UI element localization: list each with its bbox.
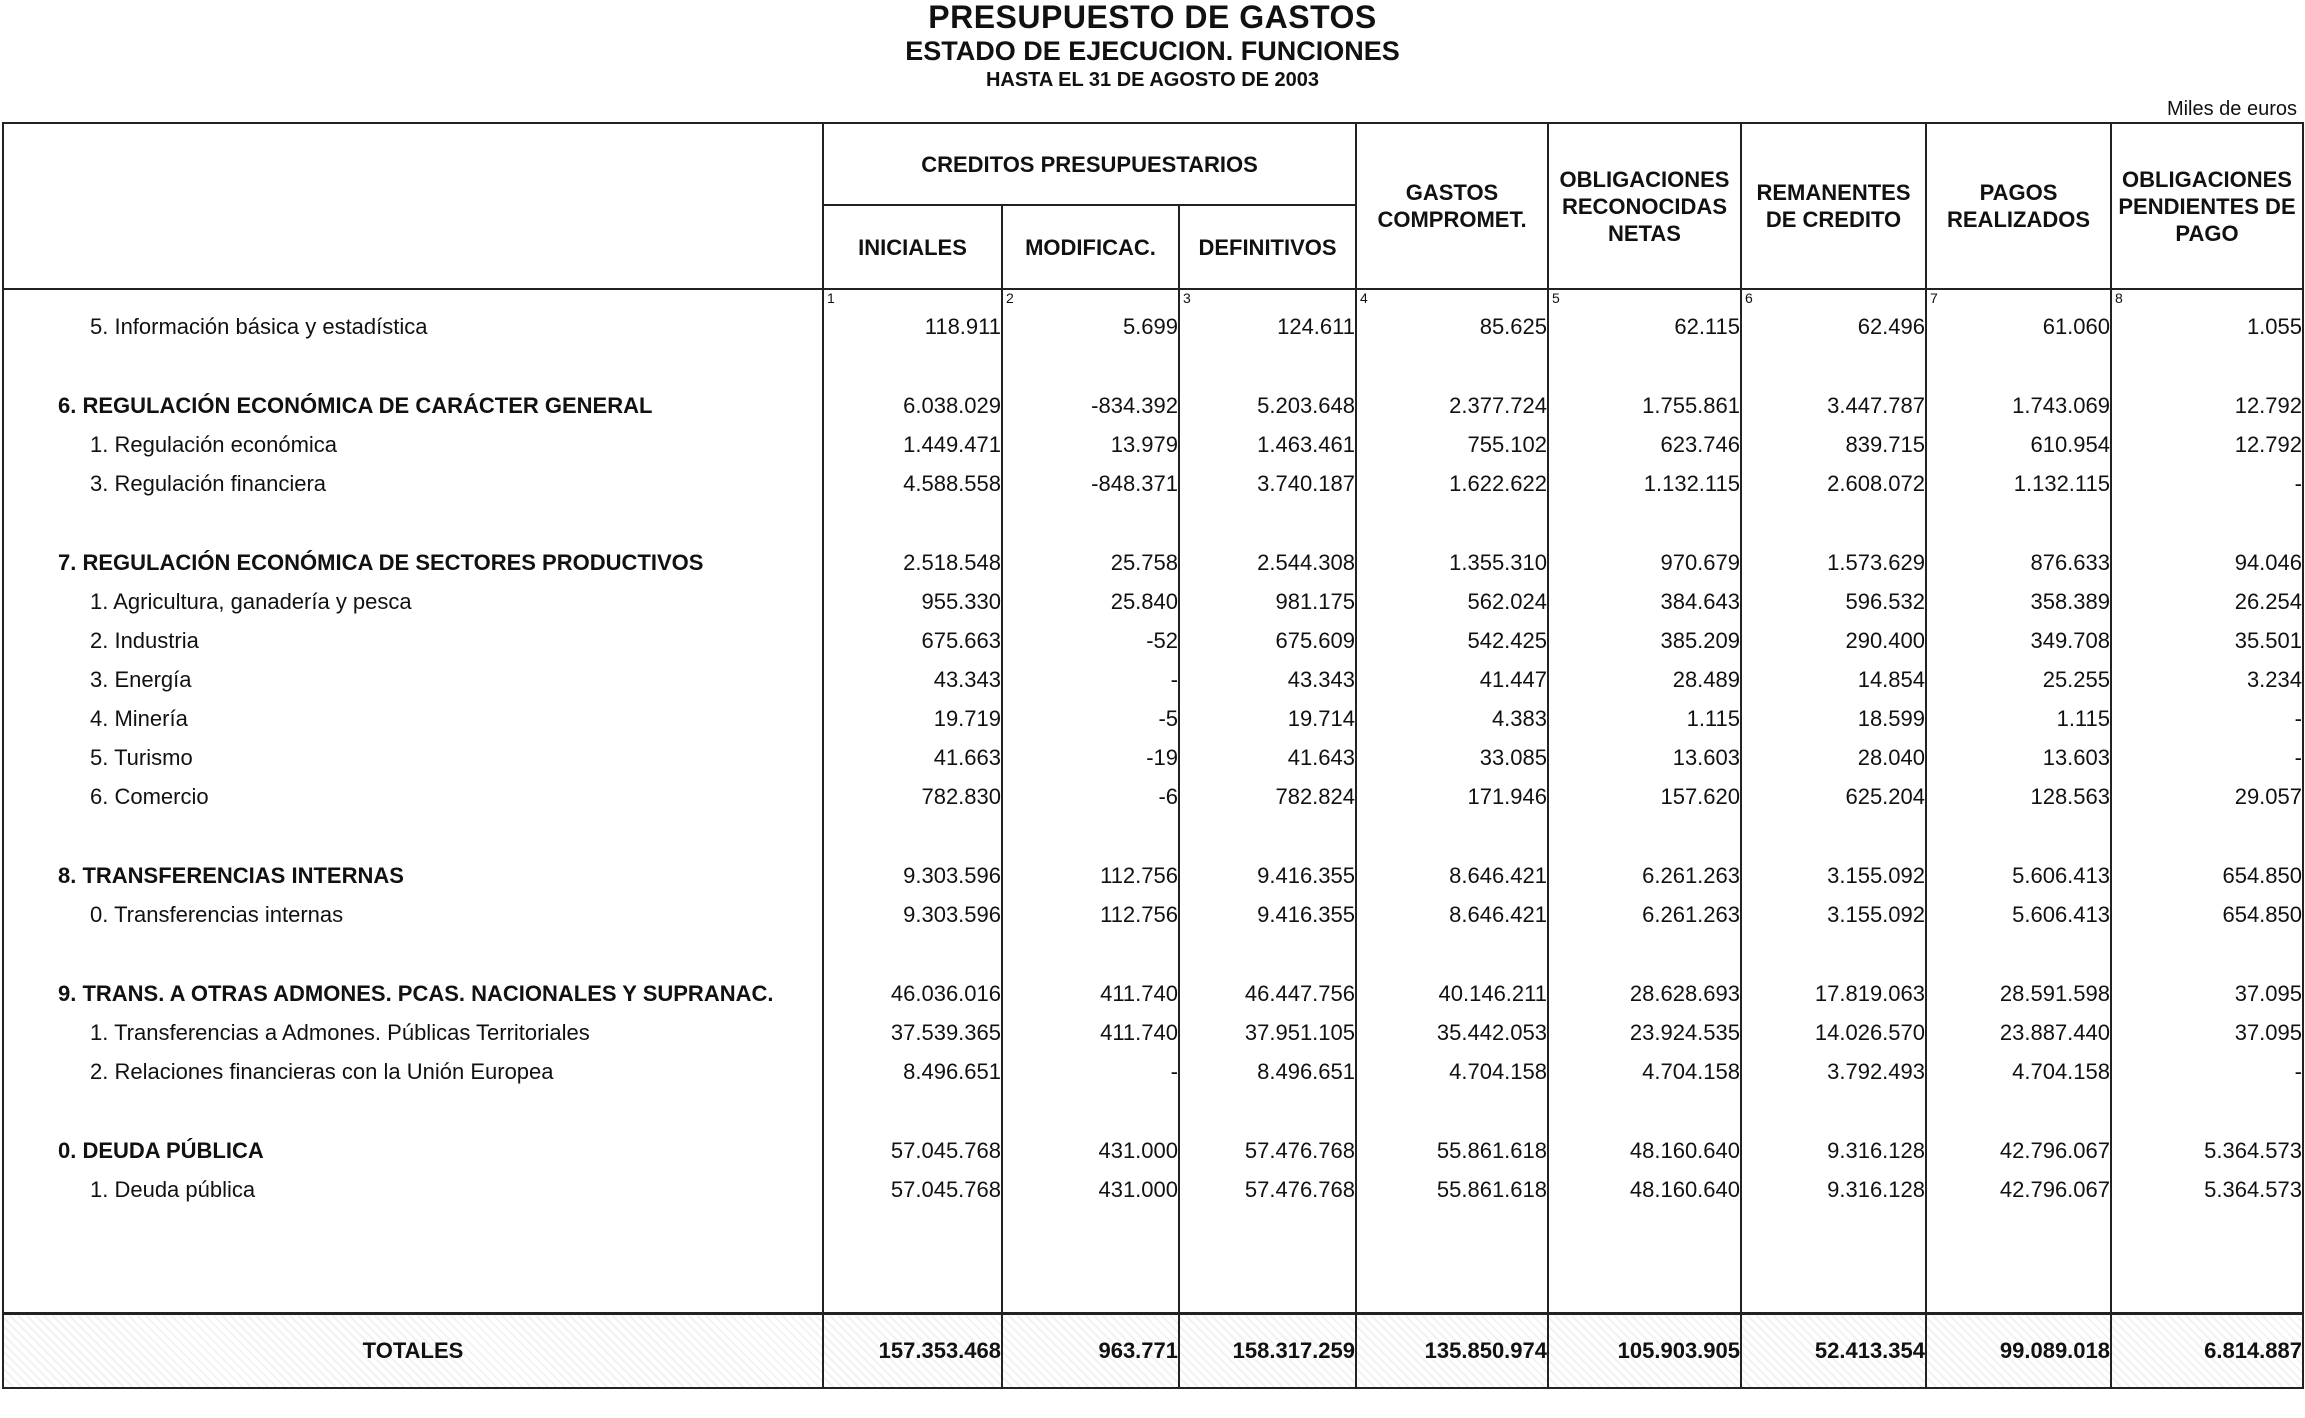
value-cell: 839.715 <box>1741 432 1926 471</box>
filler-cell <box>1548 1216 1741 1314</box>
value-cell: 3.792.493 <box>1741 1059 1926 1098</box>
value-cell: 1.743.069 <box>1926 393 2111 432</box>
index-blank <box>3 289 823 314</box>
column-index: 7 <box>1926 289 2111 314</box>
subfunction-label: 5. Turismo <box>3 745 823 784</box>
value-cell: 12.792 <box>2111 432 2303 471</box>
spacer-cell <box>1179 823 1356 863</box>
value-cell: 85.625 <box>1356 314 1548 353</box>
function-label: 0. DEUDA PÚBLICA <box>3 1138 823 1177</box>
spacer-cell <box>3 1098 823 1138</box>
spacer-row <box>3 823 2303 863</box>
subfunction-label: 1. Agricultura, ganadería y pesca <box>3 589 823 628</box>
value-cell: 55.861.618 <box>1356 1138 1548 1177</box>
value-cell: 358.389 <box>1926 589 2111 628</box>
value-cell: -19 <box>1002 745 1179 784</box>
units-label: Miles de euros <box>2166 98 2297 120</box>
spacer-cell <box>1926 823 2111 863</box>
column-index-row <box>3 289 2303 314</box>
value-cell: 94.046 <box>2111 550 2303 589</box>
value-cell: 13.979 <box>1002 432 1179 471</box>
report-subtitle: ESTADO DE EJECUCION. FUNCIONES <box>905 36 1400 66</box>
spacer-cell <box>3 823 823 863</box>
value-cell: 29.057 <box>2111 784 2303 823</box>
table-row <box>3 784 2303 823</box>
spacer-cell <box>1741 510 1926 550</box>
value-cell: 57.476.768 <box>1179 1138 1356 1177</box>
spacer-cell <box>1926 1098 2111 1138</box>
value-cell: 2.608.072 <box>1741 471 1926 510</box>
table-row <box>3 628 2303 667</box>
value-cell: 9.303.596 <box>823 863 1002 902</box>
value-cell: 1.132.115 <box>1926 471 2111 510</box>
value-cell: - <box>1002 667 1179 706</box>
value-cell: 41.643 <box>1179 745 1356 784</box>
value-cell: 43.343 <box>1179 667 1356 706</box>
table-row <box>3 745 2303 784</box>
spacer-cell <box>3 353 823 393</box>
header-pendientes: OBLIGACIONES PENDIENTES DE PAGO <box>2111 123 2303 289</box>
spacer-cell <box>1002 1098 1179 1138</box>
value-cell: 35.501 <box>2111 628 2303 667</box>
table-row <box>3 667 2303 706</box>
spacer-cell <box>1179 353 1356 393</box>
value-cell: 290.400 <box>1741 628 1926 667</box>
header-modificac: MODIFICAC. <box>1002 205 1179 289</box>
filler-cell <box>1002 1216 1179 1314</box>
value-cell: - <box>2111 1059 2303 1098</box>
value-cell: - <box>2111 706 2303 745</box>
budget-table <box>2 122 2304 1389</box>
spacer-cell <box>1548 823 1741 863</box>
value-cell: 1.355.310 <box>1356 550 1548 589</box>
spacer-cell <box>1002 941 1179 981</box>
value-cell: 411.740 <box>1002 981 1179 1020</box>
table-row <box>3 902 2303 941</box>
total-value-cell: 99.089.018 <box>1926 1314 2111 1389</box>
spacer-cell <box>1356 510 1548 550</box>
value-cell: 33.085 <box>1356 745 1548 784</box>
header-obligaciones: OBLIGACIONES RECONOCIDAS NETAS <box>1548 123 1741 289</box>
table-row <box>3 863 2303 902</box>
value-cell: 14.854 <box>1741 667 1926 706</box>
value-cell: 37.095 <box>2111 981 2303 1020</box>
function-label: 6. REGULACIÓN ECONÓMICA DE CARÁCTER GENERAL <box>3 393 823 432</box>
value-cell: 13.603 <box>1926 745 2111 784</box>
spacer-row <box>3 941 2303 981</box>
filler-cell <box>823 1216 1002 1314</box>
value-cell: 48.160.640 <box>1548 1177 1741 1216</box>
value-cell: 3.740.187 <box>1179 471 1356 510</box>
value-cell: 13.603 <box>1548 745 1741 784</box>
value-cell: 28.591.598 <box>1926 981 2111 1020</box>
table-row <box>3 314 2303 353</box>
header-concept <box>3 123 823 289</box>
subfunction-label: 3. Energía <box>3 667 823 706</box>
value-cell: 25.255 <box>1926 667 2111 706</box>
spacer-cell <box>2111 353 2303 393</box>
value-cell: 5.606.413 <box>1926 863 2111 902</box>
value-cell: 37.539.365 <box>823 1020 1002 1059</box>
value-cell: 981.175 <box>1179 589 1356 628</box>
value-cell: 4.383 <box>1356 706 1548 745</box>
value-cell: 431.000 <box>1002 1138 1179 1177</box>
spacer-row <box>3 1098 2303 1138</box>
value-cell: 14.026.570 <box>1741 1020 1926 1059</box>
value-cell: 3.234 <box>2111 667 2303 706</box>
value-cell: 28.628.693 <box>1548 981 1741 1020</box>
value-cell: 41.663 <box>823 745 1002 784</box>
spacer-cell <box>2111 1098 2303 1138</box>
value-cell: 118.911 <box>823 314 1002 353</box>
spacer-cell <box>1548 941 1741 981</box>
value-cell: 43.343 <box>823 667 1002 706</box>
value-cell: 41.447 <box>1356 667 1548 706</box>
spacer-cell <box>823 1098 1002 1138</box>
table-row <box>3 1138 2303 1177</box>
subfunction-label: 4. Minería <box>3 706 823 745</box>
value-cell: 349.708 <box>1926 628 2111 667</box>
total-value-cell: 158.317.259 <box>1179 1314 1356 1389</box>
spacer-cell <box>2111 941 2303 981</box>
value-cell: -834.392 <box>1002 393 1179 432</box>
spacer-cell <box>1356 353 1548 393</box>
value-cell: 1.449.471 <box>823 432 1002 471</box>
table-row <box>3 432 2303 471</box>
filler-row <box>3 1216 2303 1314</box>
total-value-cell: 6.814.887 <box>2111 1314 2303 1389</box>
column-index: 1 <box>823 289 1002 314</box>
value-cell: 610.954 <box>1926 432 2111 471</box>
subfunction-label: 3. Regulación financiera <box>3 471 823 510</box>
value-cell: 17.819.063 <box>1741 981 1926 1020</box>
spacer-cell <box>1741 941 1926 981</box>
subfunction-label: 1. Transferencias a Admones. Públicas Territoriales <box>3 1020 823 1059</box>
value-cell: 1.055 <box>2111 314 2303 353</box>
value-cell: 124.611 <box>1179 314 1356 353</box>
subfunction-label: 2. Industria <box>3 628 823 667</box>
spacer-cell <box>1741 353 1926 393</box>
total-value-cell: 963.771 <box>1002 1314 1179 1389</box>
value-cell: 876.633 <box>1926 550 2111 589</box>
value-cell: 782.830 <box>823 784 1002 823</box>
value-cell: 2.544.308 <box>1179 550 1356 589</box>
filler-cell <box>2111 1216 2303 1314</box>
value-cell: 1.755.861 <box>1548 393 1741 432</box>
filler-cell <box>1179 1216 1356 1314</box>
value-cell: 42.796.067 <box>1926 1138 2111 1177</box>
value-cell: 48.160.640 <box>1548 1138 1741 1177</box>
spacer-cell <box>823 353 1002 393</box>
header-definitivos: DEFINITIVOS <box>1179 205 1356 289</box>
value-cell: 1.463.461 <box>1179 432 1356 471</box>
value-cell: 385.209 <box>1548 628 1741 667</box>
value-cell: 62.496 <box>1741 314 1926 353</box>
table-row <box>3 589 2303 628</box>
subfunction-label: 0. Transferencias internas <box>3 902 823 941</box>
value-cell: 57.476.768 <box>1179 1177 1356 1216</box>
table-row <box>3 981 2303 1020</box>
value-cell: 46.036.016 <box>823 981 1002 1020</box>
value-cell: 25.840 <box>1002 589 1179 628</box>
value-cell: - <box>1002 1059 1179 1098</box>
spacer-cell <box>1179 1098 1356 1138</box>
value-cell: 4.704.158 <box>1548 1059 1741 1098</box>
value-cell: 596.532 <box>1741 589 1926 628</box>
spacer-cell <box>1548 353 1741 393</box>
spacer-cell <box>1002 353 1179 393</box>
value-cell: 19.719 <box>823 706 1002 745</box>
subfunction-label: 6. Comercio <box>3 784 823 823</box>
value-cell: 3.155.092 <box>1741 902 1926 941</box>
filler-cell <box>1926 1216 2111 1314</box>
header-pagos: PAGOS REALIZADOS <box>1926 123 2111 289</box>
total-value-cell: 52.413.354 <box>1741 1314 1926 1389</box>
header-remanentes: REMANENTES DE CREDITO <box>1741 123 1926 289</box>
value-cell: 55.861.618 <box>1356 1177 1548 1216</box>
column-index: 5 <box>1548 289 1741 314</box>
value-cell: -6 <box>1002 784 1179 823</box>
report-date: HASTA EL 31 DE AGOSTO DE 2003 <box>985 69 1320 91</box>
value-cell: 46.447.756 <box>1179 981 1356 1020</box>
value-cell: 23.924.535 <box>1548 1020 1741 1059</box>
report-title: PRESUPUESTO DE GASTOS <box>928 0 1377 35</box>
table-row <box>3 550 2303 589</box>
value-cell: 40.146.211 <box>1356 981 1548 1020</box>
value-cell: 625.204 <box>1741 784 1926 823</box>
value-cell: 654.850 <box>2111 902 2303 941</box>
value-cell: 37.951.105 <box>1179 1020 1356 1059</box>
value-cell: 4.704.158 <box>1926 1059 2111 1098</box>
subfunction-label: 2. Relaciones financieras con la Unión Europea <box>3 1059 823 1098</box>
spacer-cell <box>823 510 1002 550</box>
filler-cell <box>3 1216 823 1314</box>
value-cell: 9.316.128 <box>1741 1177 1926 1216</box>
value-cell: 42.796.067 <box>1926 1177 2111 1216</box>
value-cell: 5.203.648 <box>1179 393 1356 432</box>
value-cell: 28.489 <box>1548 667 1741 706</box>
total-value-cell: 135.850.974 <box>1356 1314 1548 1389</box>
value-cell: 9.316.128 <box>1741 1138 1926 1177</box>
spacer-cell <box>1356 941 1548 981</box>
spacer-cell <box>1926 941 2111 981</box>
table-row <box>3 393 2303 432</box>
function-label: 9. TRANS. A OTRAS ADMONES. PCAS. NACIONALES Y SUPRANAC. <box>3 981 823 1020</box>
value-cell: 37.095 <box>2111 1020 2303 1059</box>
column-index: 8 <box>2111 289 2303 314</box>
filler-cell <box>1356 1216 1548 1314</box>
value-cell: 562.024 <box>1356 589 1548 628</box>
value-cell: 9.416.355 <box>1179 863 1356 902</box>
value-cell: 62.115 <box>1548 314 1741 353</box>
value-cell: - <box>2111 471 2303 510</box>
header-iniciales: INICIALES <box>823 205 1002 289</box>
spacer-cell <box>1356 1098 1548 1138</box>
totals-row <box>3 1314 2303 1389</box>
value-cell: 1.115 <box>1548 706 1741 745</box>
value-cell: 25.758 <box>1002 550 1179 589</box>
value-cell: -848.371 <box>1002 471 1179 510</box>
value-cell: 8.646.421 <box>1356 902 1548 941</box>
value-cell: 970.679 <box>1548 550 1741 589</box>
function-label: 7. REGULACIÓN ECONÓMICA DE SECTORES PRODUCTIVOS <box>3 550 823 589</box>
value-cell: 28.040 <box>1741 745 1926 784</box>
column-index: 3 <box>1179 289 1356 314</box>
subfunction-label: 1. Deuda pública <box>3 1177 823 1216</box>
value-cell: 384.643 <box>1548 589 1741 628</box>
table-body <box>3 289 2303 1388</box>
table-row <box>3 471 2303 510</box>
value-cell: 112.756 <box>1002 863 1179 902</box>
spacer-cell <box>1926 510 2111 550</box>
value-cell: 4.704.158 <box>1356 1059 1548 1098</box>
column-index: 2 <box>1002 289 1179 314</box>
value-cell: 23.887.440 <box>1926 1020 2111 1059</box>
function-label: 8. TRANSFERENCIAS INTERNAS <box>3 863 823 902</box>
total-value-cell: 105.903.905 <box>1548 1314 1741 1389</box>
value-cell: 782.824 <box>1179 784 1356 823</box>
table-row <box>3 706 2303 745</box>
value-cell: 431.000 <box>1002 1177 1179 1216</box>
subfunction-label: 1. Regulación económica <box>3 432 823 471</box>
spacer-cell <box>1741 823 1926 863</box>
value-cell: 675.663 <box>823 628 1002 667</box>
table-row <box>3 1020 2303 1059</box>
spacer-cell <box>1356 823 1548 863</box>
value-cell: 623.746 <box>1548 432 1741 471</box>
value-cell: 6.261.263 <box>1548 902 1741 941</box>
value-cell: 19.714 <box>1179 706 1356 745</box>
value-cell: 171.946 <box>1356 784 1548 823</box>
value-cell: 3.447.787 <box>1741 393 1926 432</box>
value-cell: 6.038.029 <box>823 393 1002 432</box>
value-cell: 8.496.651 <box>823 1059 1002 1098</box>
value-cell: 5.364.573 <box>2111 1177 2303 1216</box>
value-cell: 112.756 <box>1002 902 1179 941</box>
spacer-cell <box>3 941 823 981</box>
value-cell: 57.045.768 <box>823 1177 1002 1216</box>
spacer-cell <box>1179 941 1356 981</box>
value-cell: 6.261.263 <box>1548 863 1741 902</box>
spacer-cell <box>2111 823 2303 863</box>
value-cell: - <box>2111 745 2303 784</box>
value-cell: 5.606.413 <box>1926 902 2111 941</box>
spacer-cell <box>2111 510 2303 550</box>
value-cell: -5 <box>1002 706 1179 745</box>
spacer-cell <box>3 510 823 550</box>
value-cell: 35.442.053 <box>1356 1020 1548 1059</box>
value-cell: 3.155.092 <box>1741 863 1926 902</box>
totals-label: TOTALES <box>3 1314 823 1389</box>
spacer-cell <box>823 823 1002 863</box>
spacer-cell <box>1179 510 1356 550</box>
table-row <box>3 1059 2303 1098</box>
subfunction-label: 5. Información básica y estadística <box>3 314 823 353</box>
header-gastos: GASTOS COMPROMET. <box>1356 123 1548 289</box>
table-row <box>3 1177 2303 1216</box>
spacer-cell <box>1926 353 2111 393</box>
total-value-cell: 157.353.468 <box>823 1314 1002 1389</box>
value-cell: 955.330 <box>823 589 1002 628</box>
value-cell: 2.377.724 <box>1356 393 1548 432</box>
value-cell: 1.573.629 <box>1741 550 1926 589</box>
value-cell: 8.646.421 <box>1356 863 1548 902</box>
value-cell: 8.496.651 <box>1179 1059 1356 1098</box>
spacer-cell <box>1002 510 1179 550</box>
value-cell: 1.622.622 <box>1356 471 1548 510</box>
value-cell: 542.425 <box>1356 628 1548 667</box>
spacer-cell <box>1548 510 1741 550</box>
value-cell: 9.416.355 <box>1179 902 1356 941</box>
spacer-cell <box>1548 1098 1741 1138</box>
value-cell: 26.254 <box>2111 589 2303 628</box>
value-cell: 5.364.573 <box>2111 1138 2303 1177</box>
value-cell: 12.792 <box>2111 393 2303 432</box>
column-index: 6 <box>1741 289 1926 314</box>
filler-cell <box>1741 1216 1926 1314</box>
value-cell: 61.060 <box>1926 314 2111 353</box>
spacer-row <box>3 510 2303 550</box>
spacer-cell <box>1002 823 1179 863</box>
value-cell: 1.132.115 <box>1548 471 1741 510</box>
value-cell: 157.620 <box>1548 784 1741 823</box>
value-cell: 755.102 <box>1356 432 1548 471</box>
value-cell: 128.563 <box>1926 784 2111 823</box>
report-header <box>0 0 2305 92</box>
spacer-cell <box>1741 1098 1926 1138</box>
value-cell: 5.699 <box>1002 314 1179 353</box>
value-cell: 1.115 <box>1926 706 2111 745</box>
value-cell: 411.740 <box>1002 1020 1179 1059</box>
value-cell: 2.518.548 <box>823 550 1002 589</box>
column-index: 4 <box>1356 289 1548 314</box>
value-cell: 4.588.558 <box>823 471 1002 510</box>
header-creditos: CREDITOS PRESUPUESTARIOS <box>823 123 1356 205</box>
value-cell: 654.850 <box>2111 863 2303 902</box>
value-cell: -52 <box>1002 628 1179 667</box>
spacer-cell <box>823 941 1002 981</box>
value-cell: 57.045.768 <box>823 1138 1002 1177</box>
value-cell: 9.303.596 <box>823 902 1002 941</box>
value-cell: 18.599 <box>1741 706 1926 745</box>
spacer-row <box>3 353 2303 393</box>
value-cell: 675.609 <box>1179 628 1356 667</box>
